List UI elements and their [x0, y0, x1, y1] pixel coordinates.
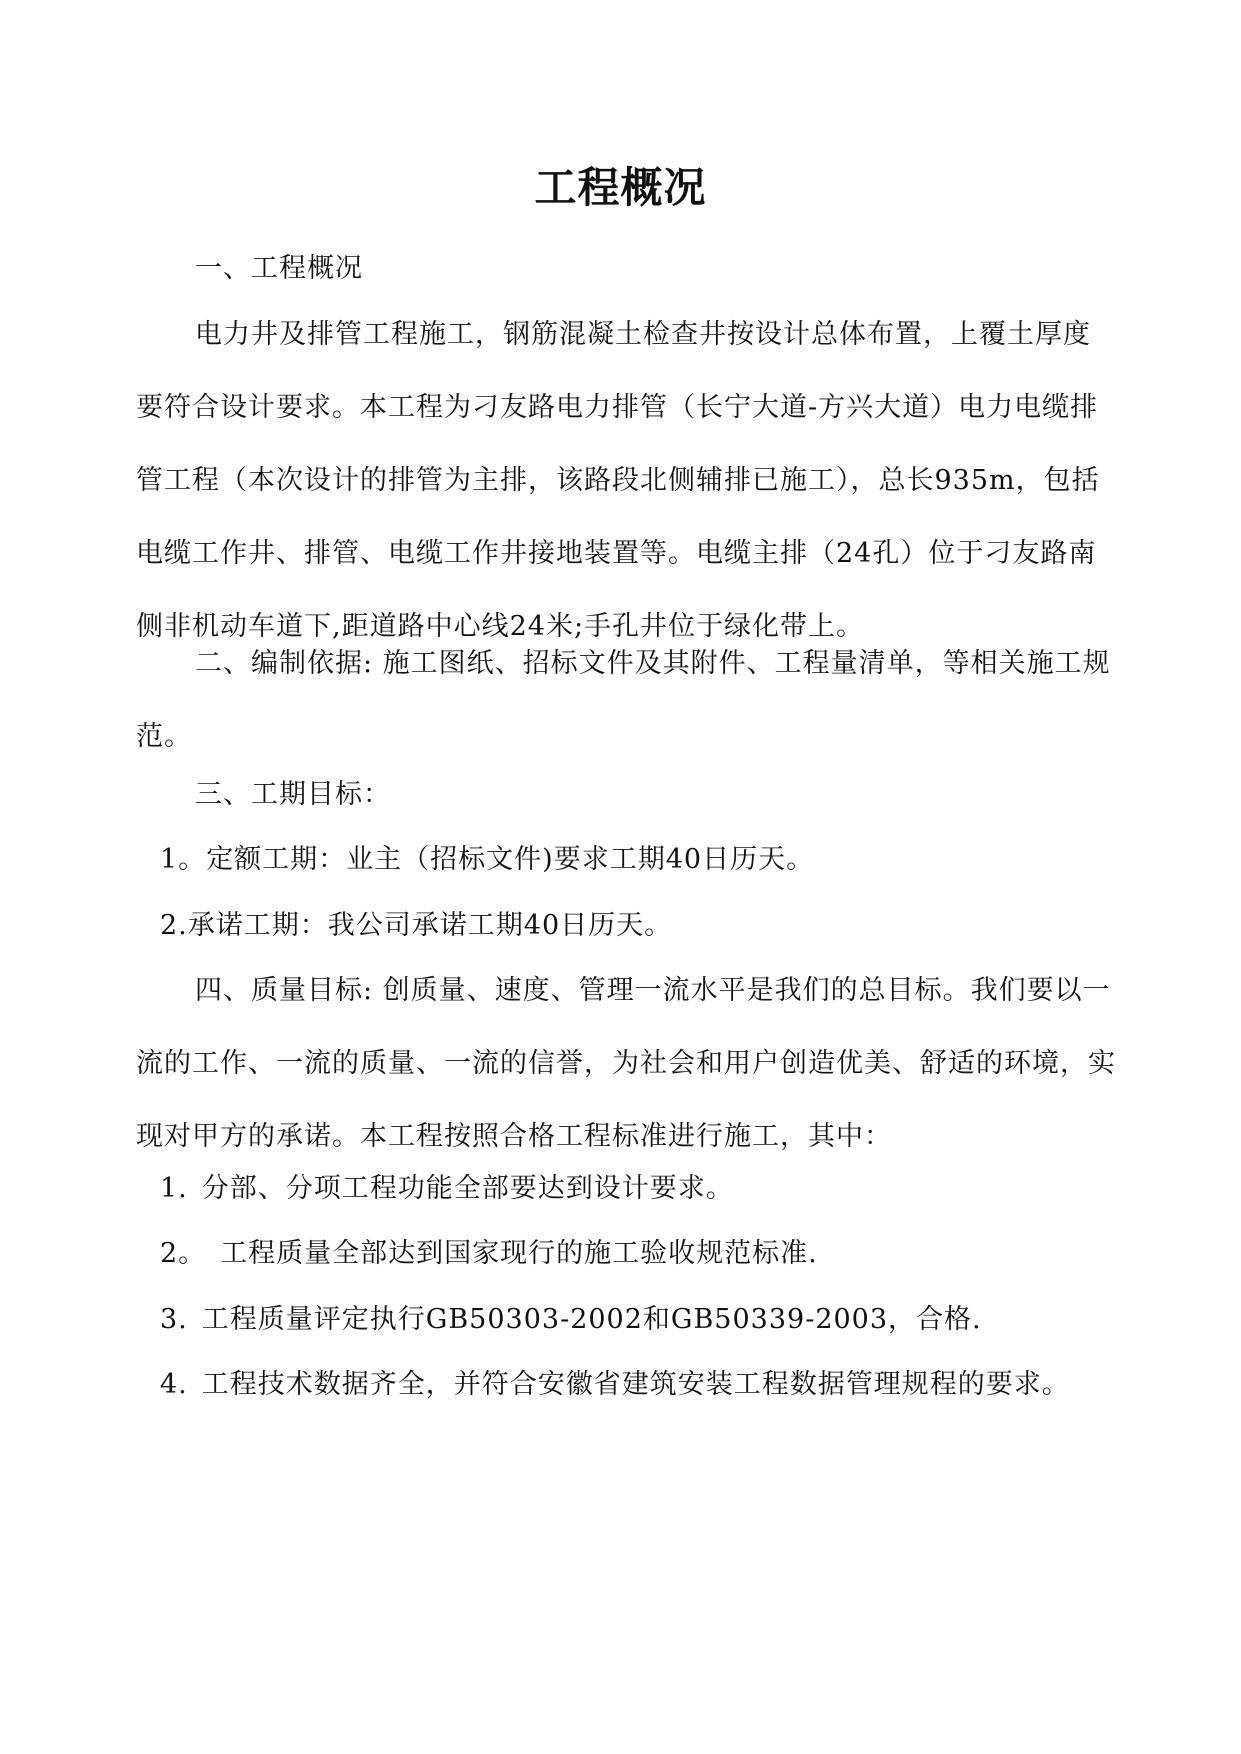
list-item: [160, 823, 1100, 896]
section-4-body: 四、质量目标: 创质量、速度、管理一流水平是我们的总目标。我们要以一流的工作、一流的质量、一流的信誉，为社会和用户创造优美、舒适的环境，实现对甲方的承诺。本工程按照合格工程标准进行施工，其中：: [136, 975, 1116, 1152]
section-1-heading: 一、工程概况: [195, 253, 363, 284]
list-text: 工程技术数据齐全，并符合安徽省建筑安装工程数据管理规程的要求。: [201, 1369, 1070, 1400]
list-text: 工程质量全部达到国家现行的施工验收规范标准.: [220, 1238, 818, 1269]
list-number: 3.: [160, 1304, 188, 1335]
list-number: 4.: [160, 1369, 188, 1400]
list-item: [160, 1152, 1100, 1225]
list-number: 2。: [160, 1238, 207, 1269]
section-1-body: 电力井及排管工程施工，钢筋混凝土检查井按设计总体布置，上覆土厚度要符合设计要求。本工程为刁友路电力排管（长宁大道-方兴大道）电力电缆排管工程（本次设计的排管为主排，该路段北侧辅排已施工），总长935m，包括电缆工作井、排管、电缆工作井接地装置等。电缆主排（24孔）位于刁友路南侧非机动车道下,距道路中心线24米;手孔井位于绿化带上。: [136, 319, 1100, 642]
list-text: 分部、分项工程功能全部要达到设计要求。: [201, 1173, 734, 1204]
list-item: [160, 1217, 1100, 1290]
page-title: 工程概况: [534, 163, 707, 212]
list-text: 定额工期：业主（招标文件)要求工期40日历天。: [206, 844, 815, 875]
list-text: 承诺工期：我公司承诺工期40日历天。: [187, 910, 673, 941]
list-text: 工程质量评定执行GB50303-2002和GB50339-2003，合格.: [201, 1304, 982, 1335]
section-2-paragraph: 二、编制依据: 施工图纸、招标文件及其附件、工程量清单，等相关施工规范。: [136, 648, 1111, 752]
list-item: [160, 1348, 1100, 1421]
list-item: [160, 1283, 1100, 1356]
section-3-heading: 三、工期目标：: [195, 779, 391, 810]
list-number: 1.: [160, 1173, 188, 1204]
list-number: 2.: [160, 910, 188, 941]
list-number: 1。: [160, 844, 207, 875]
list-item: [160, 889, 1100, 962]
